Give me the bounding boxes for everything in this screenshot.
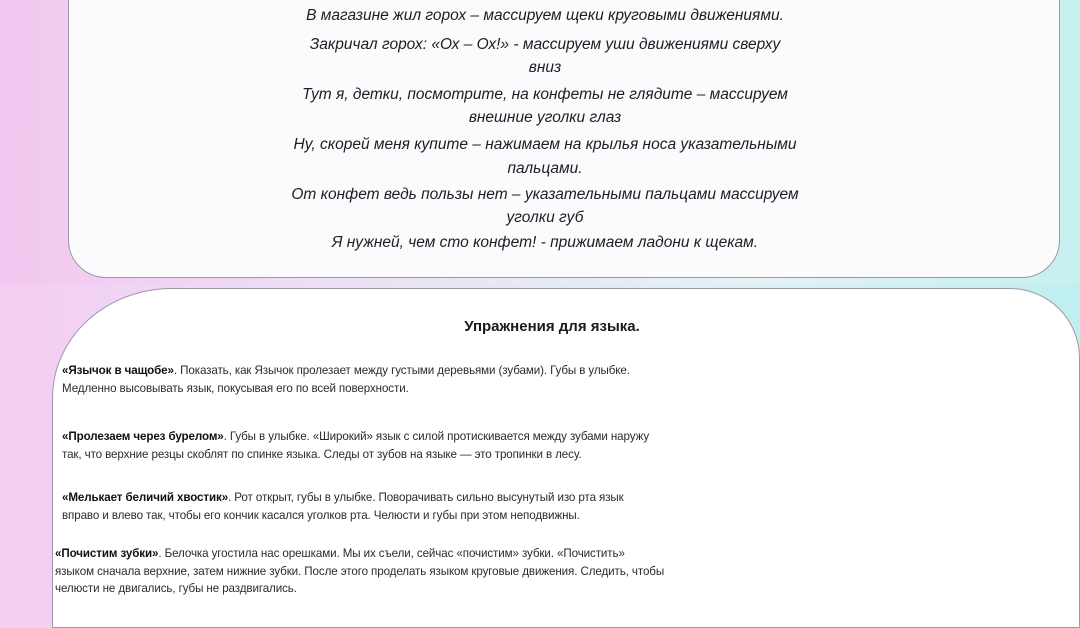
exercises-title: Упражнения для языка. — [464, 318, 640, 335]
exercise-name: «Мелькает беличий хвостик» — [62, 491, 229, 504]
poem-line: Я нужней, чем сто конфет! - прижимаем ладони к щекам. — [331, 234, 759, 251]
exercise-text: Медленно высовывать язык, покусывая его по всей поверхности. — [62, 381, 409, 395]
poem-line: вниз — [528, 59, 562, 76]
exercise-text: челюсти не двигались, губы не раздвигались. — [55, 582, 297, 595]
poem-line: внешние уголки глаз — [468, 109, 622, 126]
exercise-text: . Губы в улыбке. «Широкий» язык с силой протискивается между зубами наружу — [223, 430, 650, 443]
poem-line: пальцами. — [507, 160, 583, 177]
poem-line: В магазине жил горох – массируем щеки круговыми движениями. — [306, 7, 784, 24]
exercise-text: . Рот открыт, губы в улыбке. Поворачивать сильно высунутый изо рта язык — [228, 491, 624, 504]
exercise-name: «Пролезаем через бурелом» — [62, 430, 224, 443]
exercise-item — [55, 545, 1070, 598]
exercise-text: так, что верхние резцы скоблят по спинке языка. Следы от зубов на языке — это тропинки в лесу. — [62, 447, 582, 461]
poem-line: Ну, скорей меня купите – нажимаем на крылья носа указательными — [293, 136, 797, 153]
cut-off-line — [170, 0, 890, 1]
exercise-text: вправо и влево так, чтобы его кончик касался уголков рта. Челюсти и губы при этом неподвижны. — [62, 508, 580, 522]
poem-line: От конфет ведь пользы нет – указательными пальцами массируем — [291, 186, 799, 203]
exercise-text: . Белочка угостила нас орешками. Мы их съели, сейчас «почистим» зубки. «Почистить» — [158, 547, 625, 560]
exercise-text: языком сначала верхние, затем нижние зубки. После этого проделать языком круговые движения. Следить, чтобы — [55, 564, 665, 578]
exercise-item — [62, 428, 1062, 463]
poem-line: Тут я, детки, посмотрите, на конфеты не глядите – массируем — [302, 86, 788, 103]
exercise-text: . Показать, как Язычок пролезает между густыми деревьями (зубами). Губы в улыбке. — [173, 364, 630, 377]
exercise-name: «Почистим зубки» — [55, 547, 159, 560]
exercise-item — [62, 362, 1062, 397]
poem-line: Закричал горох: «Ох – Ох!» - массируем уши движениями сверху — [309, 36, 781, 53]
exercise-item — [62, 489, 1062, 524]
poem-line: уголки губ — [506, 209, 584, 226]
exercise-name: «Язычок в чащобе» — [62, 364, 174, 377]
